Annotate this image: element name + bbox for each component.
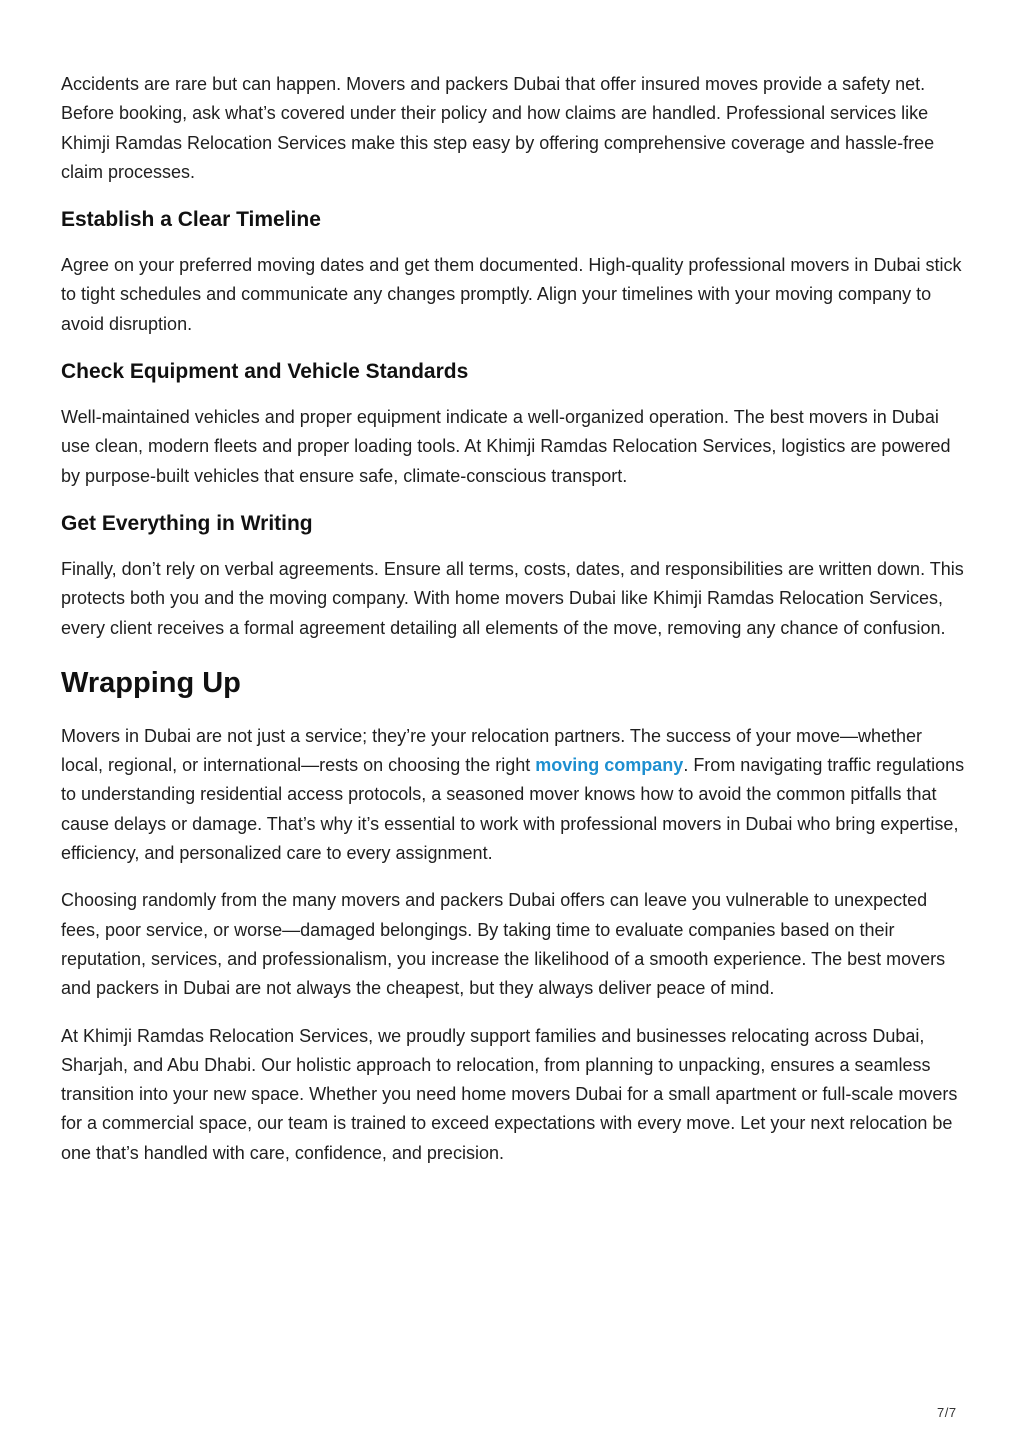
wrapping-paragraph-1-end: . From navigating traffic regulations to understanding residential access protocols, a seasoned mover knows how to avoid the common pitfalls that cause delays or damage. That’s why it’s essential to work with professional movers in Dubai who bring expertise, efficiency, and personalized care to every assignment. [61, 755, 965, 864]
moving-company-link[interactable]: moving company [535, 755, 684, 776]
section-paragraph-timeline: Agree on your preferred moving dates and get them documented. High-quality professional movers in Dubai stick to tight schedules and communicate any changes promptly. Align your timelines with your moving company to avoid disruption. [61, 255, 962, 334]
section-heading-writing: Get Everything in Writing [61, 511, 313, 535]
page-number: 7/7 [937, 1405, 957, 1420]
section-heading-equipment: Check Equipment and Vehicle Standards [61, 360, 469, 384]
section-paragraph-writing: Finally, don’t rely on verbal agreements. Ensure all terms, costs, dates, and responsibilities are written down. This protects both you and the moving company. With home movers Dubai like Khimji Ramdas Relocation Services, every client receives a formal agreement detailing all elements of the move, removing any chance of confusion. [61, 558, 964, 638]
intro-paragraph: Accidents are rare but can happen. Movers and packers Dubai that offer insured moves provide a safety net. Before booking, ask what’s covered under their policy and how claims are handled. Professional services like Khimji Ramdas Relocation Services make this step easy by offering comprehensive coverage and hassle-free claim processes. [61, 74, 935, 182]
document-page [61, 70, 966, 1168]
wrapping-paragraph-2: Choosing randomly from the many movers and packers Dubai offers can leave you vulnerable to unexpected fees, poor service, or worse—damaged belongings. By taking time to evaluate companies based on their reputation, services, and professionalism, you increase the likelihood of a smooth experience. The best movers and packers in Dubai are not always the cheapest, but they always deliver peace of mind. [61, 890, 946, 999]
wrapping-paragraph-1 [61, 722, 966, 868]
wrapping-up-heading: Wrapping Up [61, 666, 241, 699]
section-paragraph-equipment: Well-maintained vehicles and proper equipment indicate a well-organized operation. The best movers in Dubai use clean, modern fleets and proper loading tools. At Khimji Ramdas Relocation Services, logistics are powered by purpose-built vehicles that ensure safe, climate-conscious transport. [61, 407, 951, 486]
wrapping-paragraph-1-start: Movers in Dubai are not just a service; they’re your relocation partners. The success of your move—whether local, regional, or international—rests on choosing the right [61, 725, 923, 776]
section-heading-timeline: Establish a Clear Timeline [61, 208, 321, 232]
wrapping-paragraph-3: At Khimji Ramdas Relocation Services, we proudly support families and businesses relocating across Dubai, Sharjah, and Abu Dhabi. Our holistic approach to relocation, from planning to unpacking, ensures a seamless transition into your new space. Whether you need home movers Dubai for a small apartment or full-scale movers for a commercial space, our team is trained to exceed expectations with every move. Let your next relocation be one that’s handled with care, confidence, and precision. [61, 1025, 958, 1163]
